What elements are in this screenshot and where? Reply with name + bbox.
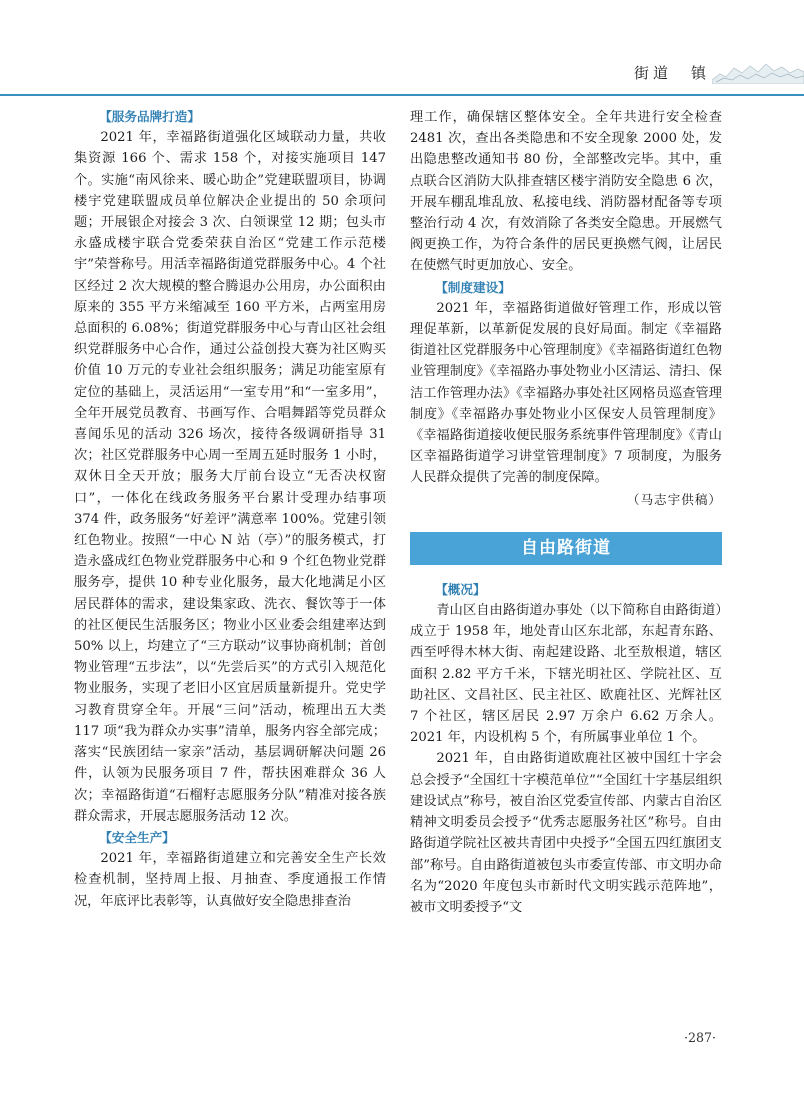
paragraph-system: 2021 年，幸福路街道做好管理工作，形成以管理促革新，以革新促发展的良好局面。制定《幸福路街道社区党群服务中心管理制度》《幸福路街道红色物业管理制度》《幸福路办事处物业小区清运、清扫、保洁工作管理办法》《幸福路办事处社区网格员巡查管理制度》《幸福路办事处物业小区保安人员管理制度》《幸福路街道接收便民服务系统事件管理制度》《青山区幸福路街道学习讲堂管理制度》7 项制度，为服务人民群众提供了完善的制度保障。 <box>410 300 722 486</box>
page-number: ·287· <box>684 1030 717 1045</box>
paragraph-overview: 青山区自由路街道办事处（以下简称自由路街道）成立于 1958 年，地处青山区东北部，东起青东路、西至呼得木林大街、南起建设路、北至敖根道，辖区面积 2.82 平方千米，下辖光明社区、学院社区、互助社区、文昌社区、民主社区、欧鹿社区、光辉社区 7 个社区，辖区居民 2.97 万余户 6.62 万余人。2021 年，内设机构 5 个，有所属事业单位 1 个。 <box>410 603 722 746</box>
running-header: 街道 镇 <box>634 64 711 82</box>
paragraph-honors: 2021 年，自由路街道欧鹿社区被中国红十字会总会授予“全国红十字模范单位”“全国红十字基层组织建设试点”称号，被自治区党委宣传部、内蒙古自治区精神文明委员会授予“优秀志愿服务社区”称号。自由路街道学院社区被共青团中央授予“全国五四红旗团支部”称号。自由路街道被包头市委宣传部、市文明办命名为“2020 年度包头市新时代文明实践示范阵地”，被市文明委授予“文 <box>410 751 722 915</box>
author-credit: （马志宇供稿） <box>626 491 722 507</box>
paragraph-safety-continued: 理工作，确保辖区整体安全。全年共进行安全检查 2481 次，查出各类隐患和不安全现象 2000 处，发出隐患整改通知书 80 份，全部整改完毕。其中，重点联合区消防大队排查辖区楼宇消防安全隐患 6 次，开展车棚乱堆乱放、私接电线、消防器材配备等专项整治行动 4 次，有效消除了各类安全隐患。开展燃气阀更换工作，为符合条件的居民更换燃气阀，让居民在使燃气时更加放心、安全。 <box>410 110 722 274</box>
landscape-ornament-icon <box>712 58 804 84</box>
paragraph-brand: 2021 年，幸福路街道强化区域联动力量，共收集资源 166 个、需求 158 个，对接实施项目 147 个。实施“南风徐来、暖心助企”党建联盟项目，协调楼宇党建联盟成员单位解决企业提出的 50 余项问题；开展银企对接会 3 次、白领课堂 12 期；包头市永盛成楼宇联合党委荣获自治区“党建工作示范楼宇”荣誉称号。用活幸福路街道党群服务中心。4 个社区经过 2 次大规模的整合腾退办公用房，办公面积由原来的 355 平方米缩减至 160 平方米，占两室用房总面积的 6.08%；街道党群服务中心与青山区社会组织党群服务中心合作，通过公益创投大赛为社区购买价值 10 万元的专业社会组织服务；满足功能室原有定位的基础上，灵活运用“一室专用”和“一室多用”，全年开展党员教育、书画写作、合唱舞蹈等党员群众喜闻乐见的活动 326 场次，接待各级调研指导 31 次；社区党群服务中心周一至周五延时服务 1 小时，双休日全天开放；服务大厅前台设立“无否决权窗口”，一体化在线政务服务平台累计受理办结事项 374 件，政务服务“好差评”满意率 100%。党建引领红色物业。按照“一中心 N 站（亭）”的服务模式，打造永盛成红色物业党群服务中心和 9 个红色物业党群服务亭，提供 10 种专业化服务，最大化地满足小区居民群体的需求，建设集家政、洗衣、餐饮等于一体的社区便民生活服务区；物业小区业委会组建率达到 50% 以上，均建立了“三方联动”议事协商机制；首创物业管理“五步法”，以“先尝后买”的方式引入规范化物业服务，实现了老旧小区宜居质量新提升。党史学习教育贯穿全年。开展“三问”活动，梳理出五大类 117 项“我为群众办实事”清单，服务内容全部完成；落实“民族团结一家亲”活动，基层调研解决问题 26 件，认领为民服务项目 7 件，帮扶困难群众 36 人次；幸福路街道“石榴籽志愿服务分队”精准对接各族群众需求，开展志愿服务活动 12 次。 <box>74 130 386 824</box>
section-heading-system: 【制度建设】 <box>435 279 511 295</box>
section-heading-overview: 【概况】 <box>435 581 486 597</box>
section-heading-brand: 【服务品牌打造】 <box>99 109 200 124</box>
section-heading-safety: 【安全生产】 <box>99 829 175 845</box>
paragraph-safety: 2021 年，幸福路街道建立和完善安全生产长效检查机制，坚持周上报、月抽查、季度通报工作情况，年底评比表彰等，认真做好安全隐患排查治 <box>74 851 386 909</box>
left-column <box>74 106 386 912</box>
right-column <box>410 107 722 918</box>
street-title-banner: 自由路街道 <box>410 532 722 565</box>
